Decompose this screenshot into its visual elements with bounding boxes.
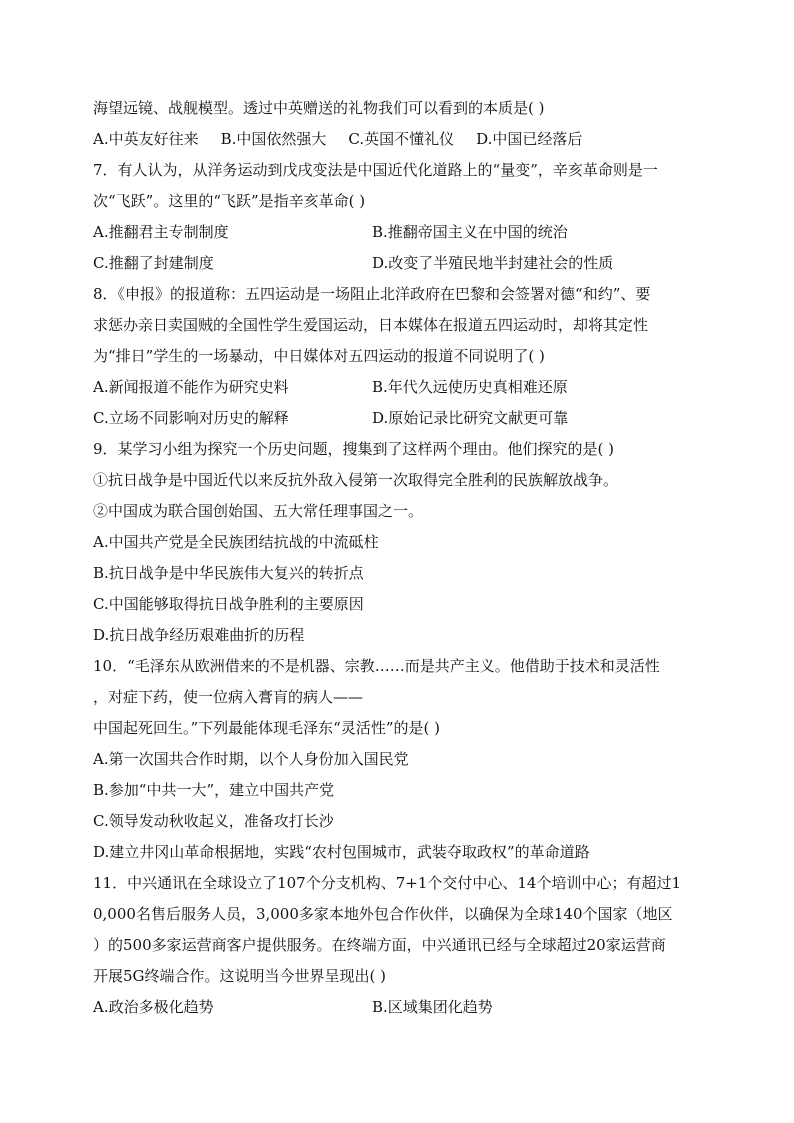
q10-option-a[interactable]: A.第一次国共合作时期，以个人身份加入国民党: [93, 750, 409, 768]
q10-stem-line-2: ，对症下药，使一位病入膏肓的病人——: [93, 688, 364, 706]
q9-option-d[interactable]: D.抗日战争经历艰难曲折的历程: [93, 626, 305, 644]
q7-options-row-1: [93, 217, 703, 248]
q6-stem: 海望远镜、战舰模型。透过中英赠送的礼物我们可以看到的本质是( ): [93, 99, 545, 117]
q8-stem-line-1: 8．《申报》的报道称：五四运动是一场阻止北洋政府在巴黎和会签署对德“和约”、要: [93, 285, 651, 303]
q7-option-a[interactable]: A.推翻君主专制制度: [93, 223, 229, 241]
q8-options-row-2: [93, 403, 703, 434]
q8-stem-line-3: 为“排日”学生的一场暴动，中日媒体对五四运动的报道不同说明了( ): [93, 347, 545, 365]
q11-option-a[interactable]: A.政治多极化趋势: [93, 998, 214, 1016]
q9-stem-line-2: ①抗日战争是中国近代以来反抗外敌入侵第一次取得完全胜利的民族解放战争。: [93, 471, 619, 489]
q9-option-c[interactable]: C.中国能够取得抗日战争胜利的主要原因: [93, 595, 364, 613]
q6-options: [93, 124, 703, 155]
q11-stem-line-4: 开展5G终端合作。这说明当今世界呈现出( ): [93, 967, 386, 985]
q11-stem-line-1: 11．中兴通讯在全球设立了107个分支机构、7+1个交付中心、14个培训中心；有超过1: [93, 874, 682, 892]
q6-option-d[interactable]: D.中国已经落后: [476, 130, 583, 148]
q8-options-row-1: [93, 372, 703, 403]
q9-stem-line-3: ②中国成为联合国创始国、五大常任理事国之一。: [93, 502, 424, 520]
q7-stem-line-1: 7．有人认为，从洋务运动到戊戌变法是中国近代化道路上的“量变”，辛亥革命则是一: [93, 161, 658, 179]
q9-stem-line-1: 9．某学习小组为探究一个历史问题，搜集到了这样两个理由。他们探究的是( ): [93, 440, 615, 458]
q11-option-b[interactable]: B.区域集团化趋势: [372, 998, 493, 1016]
q10-option-c[interactable]: C.领导发动秋收起义，准备攻打长沙: [93, 812, 334, 830]
q10-option-b[interactable]: B.参加“中共一大”，建立中国共产党: [93, 781, 335, 799]
q9-option-a[interactable]: A.中国共产党是全民族团结抗战的中流砥柱: [93, 533, 379, 551]
q8-option-a[interactable]: A.新闻报道不能作为研究史料: [93, 378, 289, 396]
q7-option-c[interactable]: C.推翻了封建制度: [93, 254, 214, 272]
q6-option-a[interactable]: A.中英友好往来: [93, 130, 199, 148]
q7-stem-line-2: 次“飞跃”。这里的“飞跃”是指辛亥革命( ): [93, 192, 366, 210]
q7-option-d[interactable]: D.改变了半殖民地半封建社会的性质: [372, 254, 614, 272]
q7-options-row-2: [93, 248, 703, 279]
q10-option-d[interactable]: D.建立井冈山革命根据地，实践“农村包围城市，武装夺取政权”的革命道路: [93, 843, 590, 861]
q6-option-b[interactable]: B.中国依然强大: [220, 130, 327, 148]
q10-stem-line-1: 10．“毛泽东从欧洲借来的不是机器、宗教……而是共产主义。他借助于技术和灵活性: [93, 657, 660, 675]
q6-option-c[interactable]: C.英国不懂礼仪: [348, 130, 455, 148]
question-content: [93, 93, 703, 1023]
q11-stem-line-2: 0,000名售后服务人员，3,000多家本地外包合作伙伴，以确保为全球140个国家（地区: [93, 905, 673, 923]
q8-stem-line-2: 求惩办亲日卖国贼的全国性学生爱国运动，日本媒体在报道五四运动时，却将其定性: [93, 316, 649, 334]
q11-options-row-1: [93, 992, 703, 1023]
q11-stem-line-3: ）的500多家运营商客户提供服务。在终端方面，中兴通讯已经与全球超过20家运营商: [93, 936, 666, 954]
q8-option-b[interactable]: B.年代久远使历史真相难还原: [372, 378, 568, 396]
q10-stem-line-3: 中国起死回生。”下列最能体现毛泽东“灵活性”的是( ): [93, 719, 440, 737]
q9-option-b[interactable]: B.抗日战争是中华民族伟大复兴的转折点: [93, 564, 364, 582]
q7-option-b[interactable]: B.推翻帝国主义在中国的统治: [372, 223, 568, 241]
q8-option-c[interactable]: C.立场不同影响对历史的解释: [93, 409, 289, 427]
q8-option-d[interactable]: D.原始记录比研究文献更可靠: [372, 409, 569, 427]
